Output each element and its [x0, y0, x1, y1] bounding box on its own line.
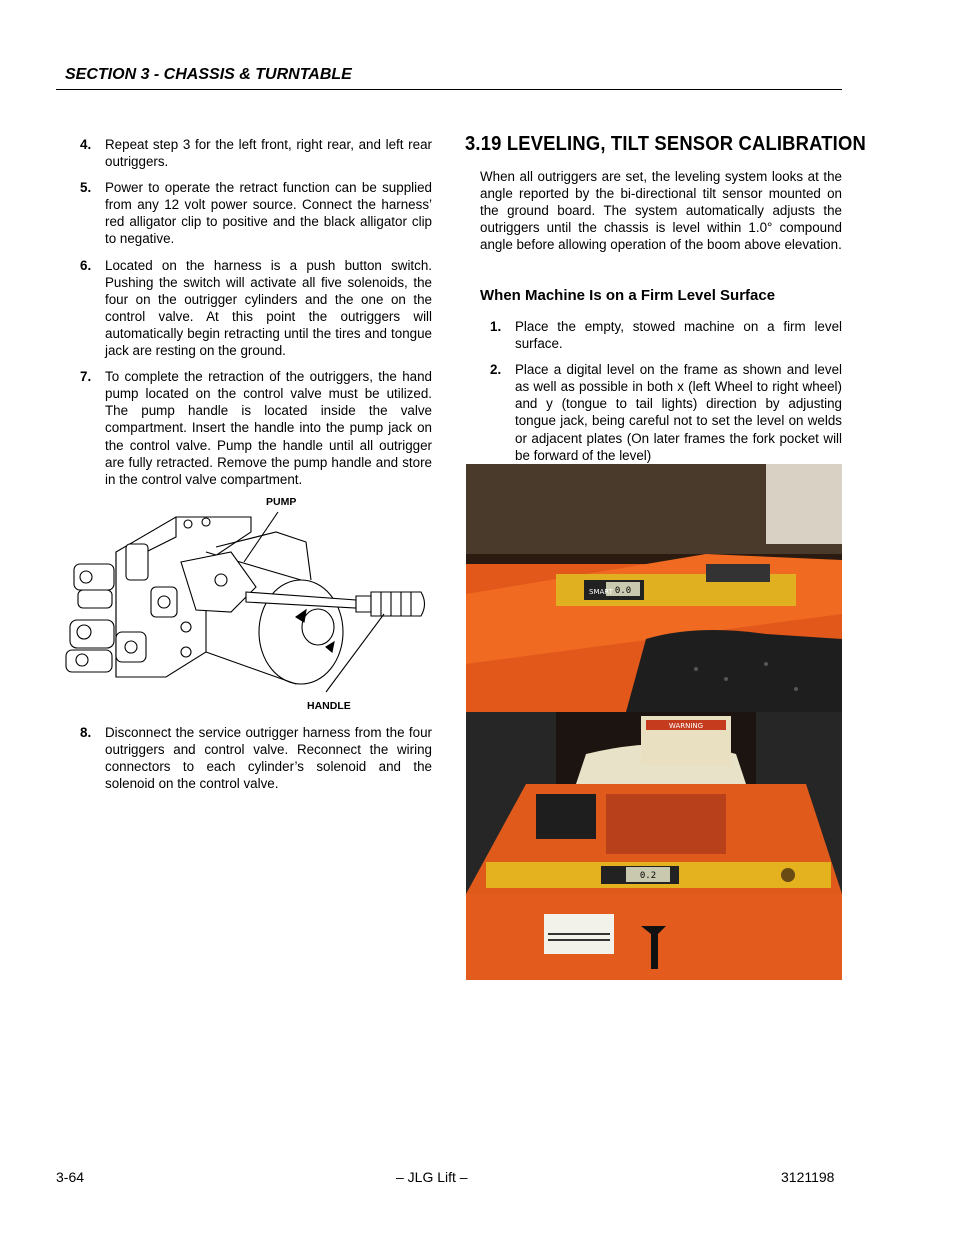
footer-center: – JLG Lift –: [396, 1169, 468, 1185]
handle-label: HANDLE: [307, 700, 351, 712]
step-text: Located on the harness is a push button switch. Pushing the switch will activate all five solenoids, the four on the outrigger cylinders and the one on the control valve. At this point the outriggers will automatically begin retracting until the tires and tongue jack are resting on the ground.: [105, 257, 432, 359]
step-number: 5.: [80, 180, 92, 196]
doc-number: 3121198: [781, 1169, 835, 1185]
step-text: To complete the retraction of the outriggers, the hand pump located on the control valve must be utilized. The pump handle is located inside the valve compartment. Insert the handle into the pump jack on the control valve. Pump the handle until all outrigger are fully retracted. Remove the pump handle and store in the control valve compartment.: [105, 369, 432, 487]
step-number: 1.: [490, 319, 502, 334]
step-text: Repeat step 3 for the left front, right rear, and left rear outriggers.: [105, 137, 432, 170]
step-number: 4.: [80, 137, 92, 152]
step-item: [80, 179, 432, 247]
step-number: 7.: [80, 369, 92, 385]
step-number: 2.: [490, 362, 502, 378]
section-intro: When all outriggers are set, the leveling system looks at the angle reported by the bi-directional tilt sensor mounted on the ground board. The system automatically adjusts the outriggers until the chassis is level within 1.0° compound angle before allowing operation of the boom above elevation.: [480, 169, 842, 253]
section-header: SECTION 3 - CHASSIS & TURNTABLE: [65, 66, 352, 83]
leveling-photo: [466, 464, 842, 980]
photo-illustration: [466, 464, 842, 980]
pump-diagram: [56, 492, 436, 714]
section-title: 3.19 LEVELING, TILT SENSOR CALIBRATION: [465, 133, 866, 155]
level-reading-top: 0.0: [614, 586, 632, 596]
page-number: 3-64: [56, 1169, 85, 1185]
subheading: When Machine Is on a Firm Level Surface: [480, 287, 776, 304]
step-item: [80, 257, 432, 360]
level-brand-top: SMART: [589, 588, 613, 596]
step-text: Disconnect the service outrigger harness from the four outriggers and control valve. Reconnect the wiring connectors to each cylinder’s solenoid and the solenoid on the control valve.: [105, 725, 432, 792]
step-text: Power to operate the retract function can be supplied from any 12 volt power source. Connect the harness’ red alligator clip to positive and the black alligator clip to negative.: [105, 180, 432, 247]
step-text: Place a digital level on the frame as shown and level as well as possible in both x (left Wheel to right wheel) and y (tongue to tail lights) direction by adjusting tongue jack, being careful not to set the level on welds or adjacent plates (On later frames the fork pocket will be forward of the level): [515, 362, 842, 463]
step-item: [80, 368, 432, 488]
level-reading-bottom: 0.2: [639, 871, 657, 881]
left-steps: [80, 136, 432, 497]
step-number: 8.: [80, 725, 92, 740]
step-item: [80, 724, 432, 792]
left-steps-after: [80, 724, 432, 801]
pump-figure: [56, 492, 436, 714]
step-item: [490, 318, 842, 352]
step-text: Place the empty, stowed machine on a firm level surface.: [515, 319, 842, 352]
step-item: [80, 136, 432, 170]
step-number: 6.: [80, 257, 92, 273]
warning-label: WARNING: [668, 722, 704, 730]
pump-label: PUMP: [266, 496, 297, 508]
step-item: [490, 361, 842, 464]
right-steps: [490, 318, 842, 473]
header-rule: [56, 89, 842, 90]
